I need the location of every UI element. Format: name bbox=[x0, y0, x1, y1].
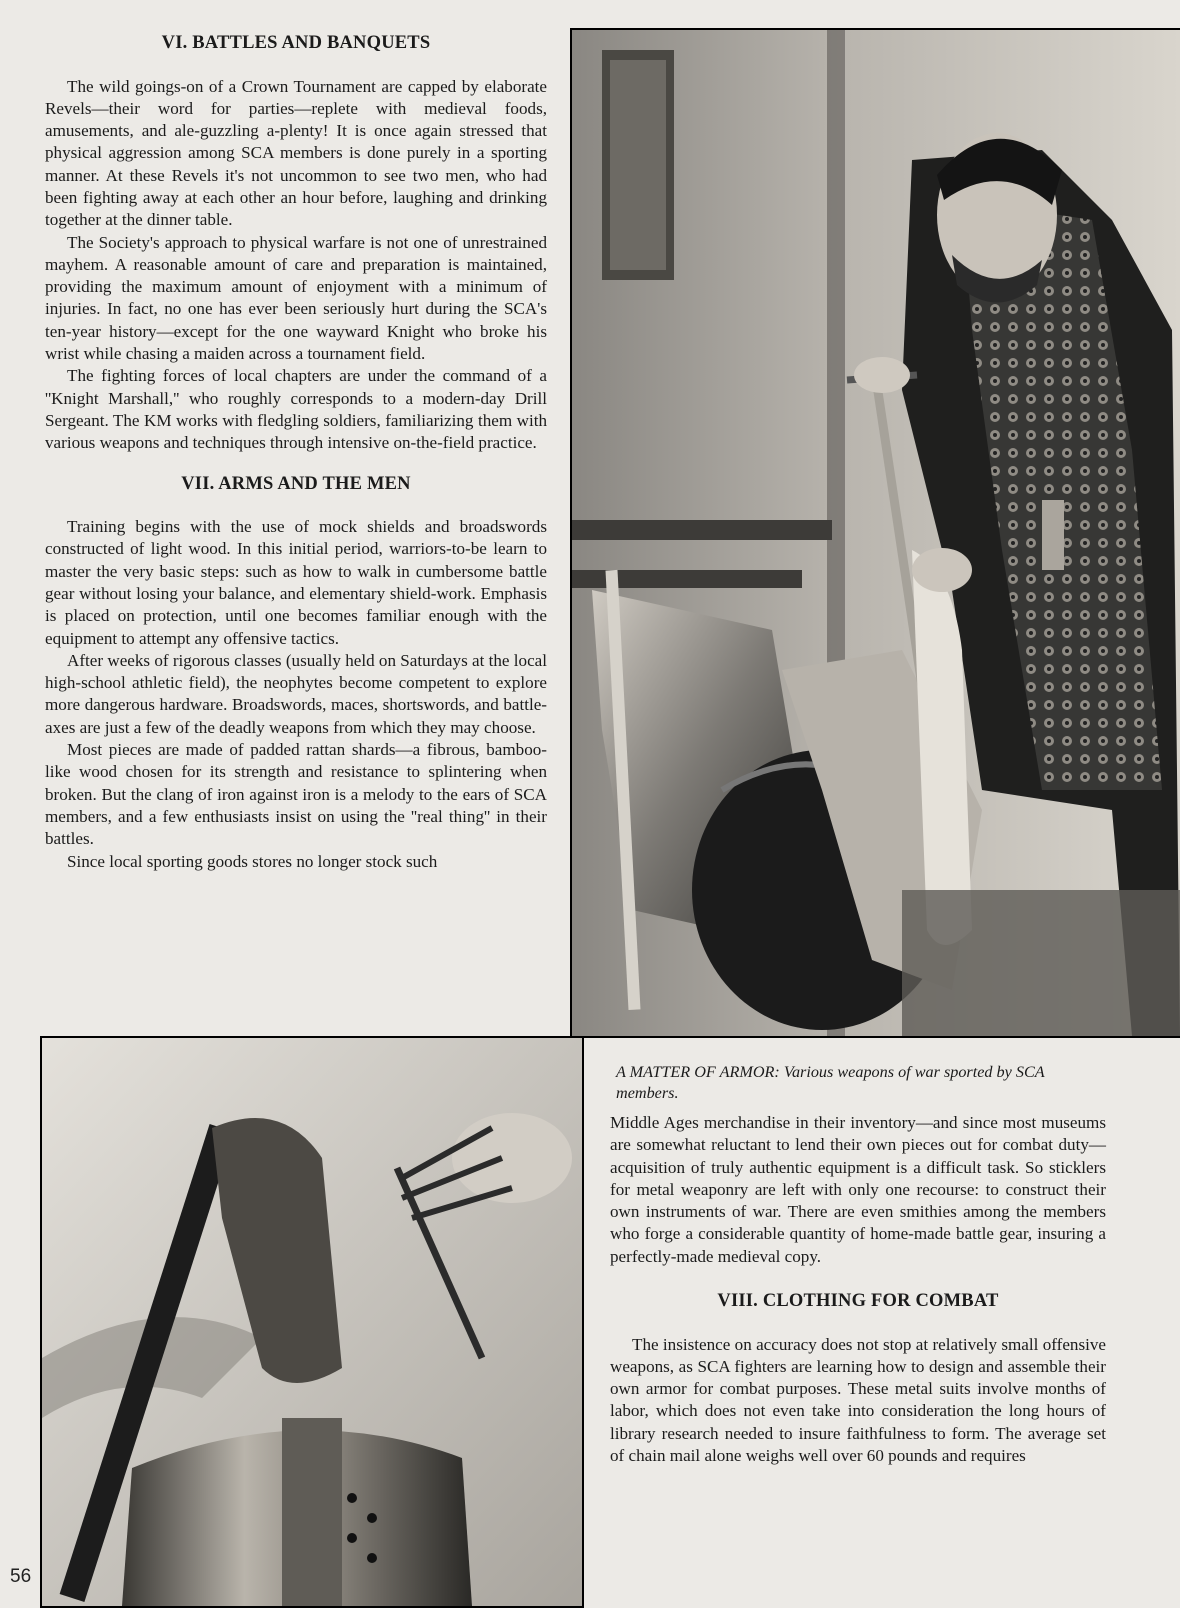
paragraph: The fighting forces of local chapters are under the command of a ''Knight Marshall,'' who roughly corresponds to a modern-day Drill Sergeant. The KM works with fledgling soldiers, familiarizing them with various weapons and techniques through intensive on-the-field practice. bbox=[45, 366, 547, 453]
photo-caption: A MATTER OF ARMOR: Various weapons of war sported by SCA members. bbox=[616, 1063, 1045, 1102]
photo-man-with-sword-illustration bbox=[572, 30, 1180, 1036]
photo-helmet-closeup-illustration bbox=[42, 1038, 582, 1606]
paragraph: Training begins with the use of mock shields and broadswords constructed of light wood. In this initial period, warriors-to-be learn to master the very basic steps: such as how to walk in cumbersome battle gear without losing your balance, and elementary shield-work. Emphasis is placed on protection, until one becomes familiar enough with the equipment to attempt any offensive tactics. bbox=[45, 517, 547, 648]
paragraph: The insistence on accuracy does not stop at relatively small offensive weapons, as SCA fighters are learning how to design and assemble their own armor for combat purposes. These metal suits involve months of labor, which does not even take into consideration the long hours of library research needed to insure faithfulness to form. The average set of chain mail alone weighs well over 60 pounds and requires bbox=[610, 1334, 1106, 1466]
page-number: 56 bbox=[10, 1566, 32, 1587]
photo-man-with-sword bbox=[570, 28, 1180, 1038]
section-heading-arms: VII. ARMS AND THE MEN bbox=[181, 473, 411, 494]
paragraph: Middle Ages merchandise in their inventory—and since most museums are somewhat reluctant to lend their own pieces out for combat duty—acquisition of truly authentic equipment is a difficult task. So sticklers for metal weaponry are left with only one recourse: to construct their own instruments of war. There are even smithies among the members who forge a considerable quantity of home-made battle gear, insuring a perfectly-made medieval copy. bbox=[610, 1113, 1106, 1266]
paragraph: After weeks of rigorous classes (usually held on Saturdays at the local high-school athletic field), the neophytes become competent to explore more dangerous hardware. Broadswords, maces, shortswords, and battle-axes are just a few of the deadly weapons from which they may choose. bbox=[45, 650, 547, 737]
paragraph: Most pieces are made of padded rattan shards—a fibrous, bamboo-like wood chosen for its strength and resistance to splintering when broken. But the clang of iron against iron is a melody to the ears of SCA members, and a few enthusiasts insist on using the ''real thing'' in their battles. bbox=[45, 740, 547, 849]
paragraph: Since local sporting goods stores no longer stock such bbox=[67, 851, 438, 871]
paragraph: The Society's approach to physical warfare is not one of unrestrained mayhem. A reasonable amount of care and preparation is maintained, providing the maximum amount of enjoyment with a minimum of injuries. In fact, no one has ever been seriously hurt during the SCA's ten-year history—except for the one wayward Knight who broke his wrist while chasing a maiden across a tournament field. bbox=[45, 232, 547, 364]
photo-helmet-closeup bbox=[40, 1036, 584, 1608]
section-heading-battles: VI. BATTLES AND BANQUETS bbox=[161, 33, 431, 53]
section-heading-clothing: VIII. CLOTHING FOR COMBAT bbox=[717, 1291, 999, 1312]
right-column bbox=[610, 1112, 1106, 1467]
paragraph: The wild goings-on of a Crown Tournament are capped by elaborate Revels—their word for parties—replete with medieval foods, amusements, and ale-guzzling a-plenty! It is once again stressed that physical aggression among SCA members is done purely in a sporting manner. At these Revels it's not uncommon to see two men, who had been fighting away at each other an hour before, laughing and drinking together at the dinner table. bbox=[45, 76, 547, 230]
left-column bbox=[45, 28, 547, 873]
